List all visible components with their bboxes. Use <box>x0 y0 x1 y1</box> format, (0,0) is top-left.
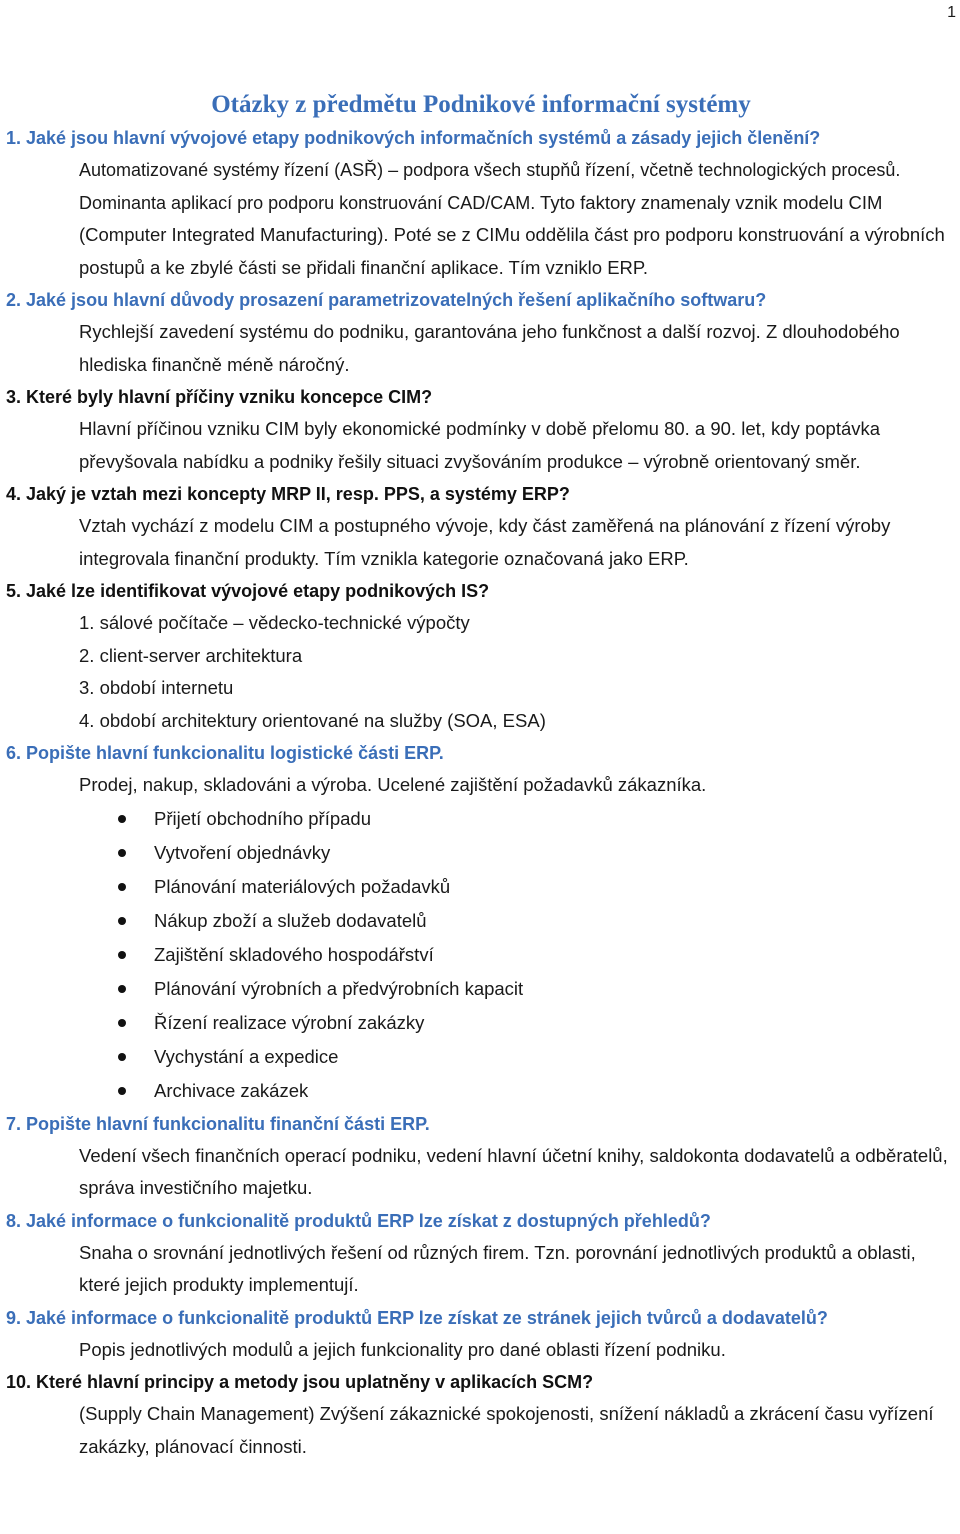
list-item: 4. období architektury orientované na služby (SOA, ESA) <box>79 709 546 731</box>
document-title: Otázky z předmětu Podnikové informační systémy <box>211 91 751 118</box>
question-8: 8. Jaké informace o funkcionalitě produktů ERP lze získat z dostupných přehledů? <box>6 1210 711 1231</box>
list-item <box>154 1006 956 1040</box>
bullet-icon <box>118 951 126 959</box>
logistics-bullet-list <box>6 802 956 1108</box>
answer-10: (Supply Chain Management) Zvýšení zákaznické spokojenosti, snížení nákladů a zkrácení času vyřízení zakázky, plánovací činnosti. <box>79 1403 934 1457</box>
answer-8: Snaha o srovnání jednotlivých řešení od různých firem. Tzn. porovnání jednotlivých produktů a oblasti, které jejich produkty implementují. <box>79 1241 916 1295</box>
list-item-label: Řízení realizace výrobní zakázky <box>154 1011 425 1033</box>
answer-3: Hlavní příčinou vzniku CIM byly ekonomické podmínky v době přelomu 80. a 90. let, kdy poptávka převyšovala nabídku a podniky řešily situaci zvyšováním produkce – výrobně orientovaný směr. <box>79 418 881 472</box>
list-item <box>154 1074 956 1108</box>
question-2: 2. Jaké jsou hlavní důvody prosazení parametrizovatelných řešení aplikačního softwaru? <box>6 290 767 310</box>
answer-4: Vztah vychází z modelu CIM a postupného vývoje, kdy část zaměřená na plánování z řízení výroby integrovala finanční produkty. Tím vznikla kategorie označovaná jako ERP. <box>79 515 891 569</box>
list-item-label: Přijetí obchodního případu <box>154 807 372 829</box>
list-item-label: Vytvoření objednávky <box>154 841 331 863</box>
bullet-icon <box>118 815 126 823</box>
stage-list <box>79 607 956 737</box>
answer-6: Prodej, nakup, skladováni a výroba. Ucelené zajištění požadavků zákazníka. <box>79 774 707 795</box>
question-3: 3. Které byly hlavní příčiny vzniku koncepce CIM? <box>6 387 433 407</box>
answer-9: Popis jednotlivých modulů a jejich funkcionality pro dané oblasti řízení podniku. <box>79 1338 726 1360</box>
list-item-label: Plánování výrobních a předvýrobních kapacit <box>154 977 524 999</box>
list-item <box>154 1040 956 1074</box>
question-6: 6. Popište hlavní funkcionalitu logistické části ERP. <box>6 743 444 763</box>
bullet-icon <box>118 917 126 925</box>
list-item-label: Plánování materiálových požadavků <box>154 875 451 897</box>
bullet-icon <box>118 883 126 891</box>
list-item <box>154 870 956 904</box>
answer-1-part2: Tyto faktory znamenaly vznik modelu CIM (Computer Integrated Manufacturing). Poté se z CIMu oddělila část pro podporu konstruování a výrobních postupů a ke zbylé části se přidali finanční aplikace. Tím vzniklo ERP. <box>79 191 945 278</box>
list-item: 2. client-server architektura <box>79 644 303 666</box>
page-number: 1 <box>947 4 956 21</box>
answer-2: Rychlejší zavedení systému do podniku, garantována jeho funkčnost a další rozvoj. Z dlouhodobého hlediska finančně méně náročný. <box>79 321 900 375</box>
list-item: 1. sálové počítače – vědecko-technické výpočty <box>79 612 470 633</box>
question-5: 5. Jaké lze identifikovat vývojové etapy podnikových IS? <box>6 581 490 601</box>
list-item: 3. období internetu <box>79 677 234 698</box>
list-item <box>154 904 956 938</box>
answer-7: Vedení všech finančních operací podniku, vedení hlavní účetní knihy, saldokonta dodavatelů a odběratelů, správa investičního majetku. <box>79 1144 948 1198</box>
list-item <box>154 802 956 836</box>
list-item-label: Archivace zakázek <box>154 1079 309 1101</box>
list-item-label: Vychystání a expedice <box>154 1045 339 1067</box>
bullet-icon <box>118 1053 126 1061</box>
bullet-icon <box>118 1019 126 1027</box>
list-item-label: Nákup zboží a služeb dodavatelů <box>154 909 427 931</box>
list-item <box>154 972 956 1006</box>
list-item <box>154 938 956 972</box>
question-7: 7. Popište hlavní funkcionalitu finanční části ERP. <box>6 1113 430 1134</box>
answer-1 <box>79 154 956 284</box>
document-body <box>6 88 956 1463</box>
list-item <box>154 836 956 870</box>
bullet-icon <box>118 849 126 857</box>
question-9: 9. Jaké informace o funkcionalitě produktů ERP lze získat ze stránek jejich tvůrců a dodavatelů? <box>6 1307 828 1328</box>
answer-1-part1: Automatizované systémy řízení (ASŘ) – podpora všech stupňů řízení, včetně technologických procesů. Dominanta aplikací pro podporu konstruování CAD/CAM. <box>79 160 901 213</box>
bullet-icon <box>118 1087 126 1095</box>
question-10: 10. Které hlavní principy a metody jsou uplatněny v aplikacích SCM? <box>6 1372 594 1392</box>
bullet-icon <box>118 985 126 993</box>
question-1: 1. Jaké jsou hlavní vývojové etapy podnikových informačních systémů a zásady jejich členění? <box>6 128 821 148</box>
question-4: 4. Jaký je vztah mezi koncepty MRP II, resp. PPS, a systémy ERP? <box>6 484 570 504</box>
list-item-label: Zajištění skladového hospodářství <box>154 943 434 965</box>
